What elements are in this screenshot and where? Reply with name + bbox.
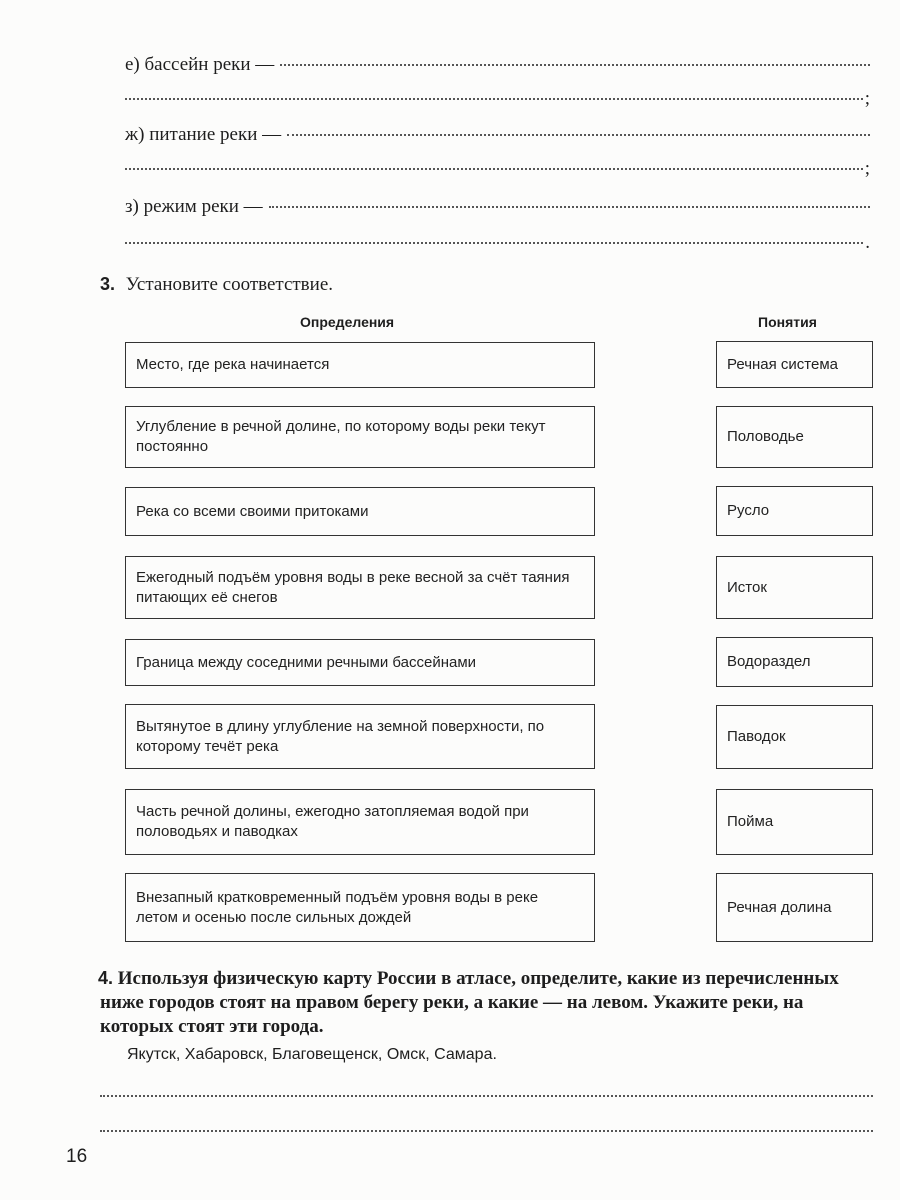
definition-box[interactable] <box>125 639 595 686</box>
definition-box[interactable] <box>125 789 595 855</box>
definition-text: Углубление в речной долине, по которому воды реки текут постоянно <box>136 418 546 455</box>
concept-text: Водораздел <box>727 653 811 670</box>
concept-text: Половодье <box>727 428 804 445</box>
concept-text: Речная система <box>727 355 838 373</box>
task-3-heading <box>100 274 333 296</box>
concept-box[interactable] <box>716 637 873 687</box>
fill-line-basin-cont <box>125 88 870 110</box>
concept-text: Русло <box>727 502 770 519</box>
concept-box[interactable] <box>716 341 873 388</box>
cities-list: Якутск, Хабаровск, Благовещенск, Омск, Самара. <box>127 1046 497 1063</box>
column-header-concepts: Понятия <box>758 314 817 330</box>
column-header-definitions: Определения <box>300 314 395 330</box>
concept-box[interactable] <box>716 556 873 619</box>
fill-line-label: з) режим реки — <box>125 196 263 217</box>
concept-box[interactable] <box>716 789 873 855</box>
answer-dotted-line[interactable] <box>100 1130 873 1132</box>
answer-dotted-line[interactable] <box>125 168 863 170</box>
definition-box[interactable] <box>125 342 595 388</box>
definition-text: Место, где река начинается <box>136 356 330 373</box>
task-number: 4. <box>98 968 114 988</box>
answer-dotted-line[interactable] <box>100 1095 873 1097</box>
answer-dotted-line[interactable] <box>280 64 870 66</box>
concept-box[interactable] <box>716 705 873 769</box>
fill-line-regime <box>125 196 870 218</box>
concept-text: Исток <box>727 578 767 596</box>
definition-text: Внезапный кратковременный подъём уровня воды в реке летом и осенью после сильных дождей <box>136 888 539 926</box>
line-end-mark: ; <box>864 88 870 109</box>
concept-box[interactable] <box>716 486 873 536</box>
task-prompt: Используя физическую карту России в атласе, определите, какие из перечисленных ниже городов стоят на правом берегу реки, а какие — на левом. Укажите реки, на которых стоят эти города. <box>100 968 839 1037</box>
fill-line-label: ж) питание реки — <box>125 124 282 145</box>
fill-line-label: е) бассейн реки — <box>125 54 275 75</box>
answer-dotted-line[interactable] <box>269 206 870 208</box>
answer-dotted-line[interactable] <box>287 134 870 136</box>
concept-text: Пойма <box>727 813 774 830</box>
line-end-mark: ; <box>864 158 870 179</box>
definition-text: Часть речной долины, ежегодно затопляемая водой при половодьях и паводках <box>136 803 529 840</box>
definition-box[interactable] <box>125 406 595 468</box>
definition-text: Граница между соседними речными бассейнами <box>136 653 477 671</box>
answer-dotted-line[interactable] <box>125 242 863 244</box>
line-end-mark: . <box>865 232 870 253</box>
answer-dotted-line[interactable] <box>125 98 863 100</box>
concept-text: Речная долина <box>727 898 832 916</box>
concept-box[interactable] <box>716 406 873 468</box>
definition-box[interactable] <box>125 556 595 619</box>
fill-line-basin <box>125 54 870 76</box>
task-number: 3. <box>100 274 116 294</box>
concept-box[interactable] <box>716 873 873 942</box>
task-prompt: Установите соответствие. <box>125 274 334 295</box>
task-4-block <box>100 966 875 1039</box>
concept-text: Паводок <box>727 728 786 745</box>
definition-box[interactable] <box>125 873 595 942</box>
definition-box[interactable] <box>125 704 595 769</box>
fill-line-regime-cont <box>125 232 870 254</box>
fill-line-feeding-cont <box>125 158 870 180</box>
definition-text: Ежегодный подъём уровня воды в реке весной за счёт таяния питающих её снегов <box>136 568 570 606</box>
fill-line-feeding <box>125 124 870 146</box>
definition-box[interactable] <box>125 487 595 536</box>
definition-text: Река со всеми своими притоками <box>136 502 369 520</box>
definition-text: Вытянутое в длину углубление на земной поверхности, по которому течёт река <box>136 717 545 755</box>
page-number: 16 <box>66 1146 88 1167</box>
